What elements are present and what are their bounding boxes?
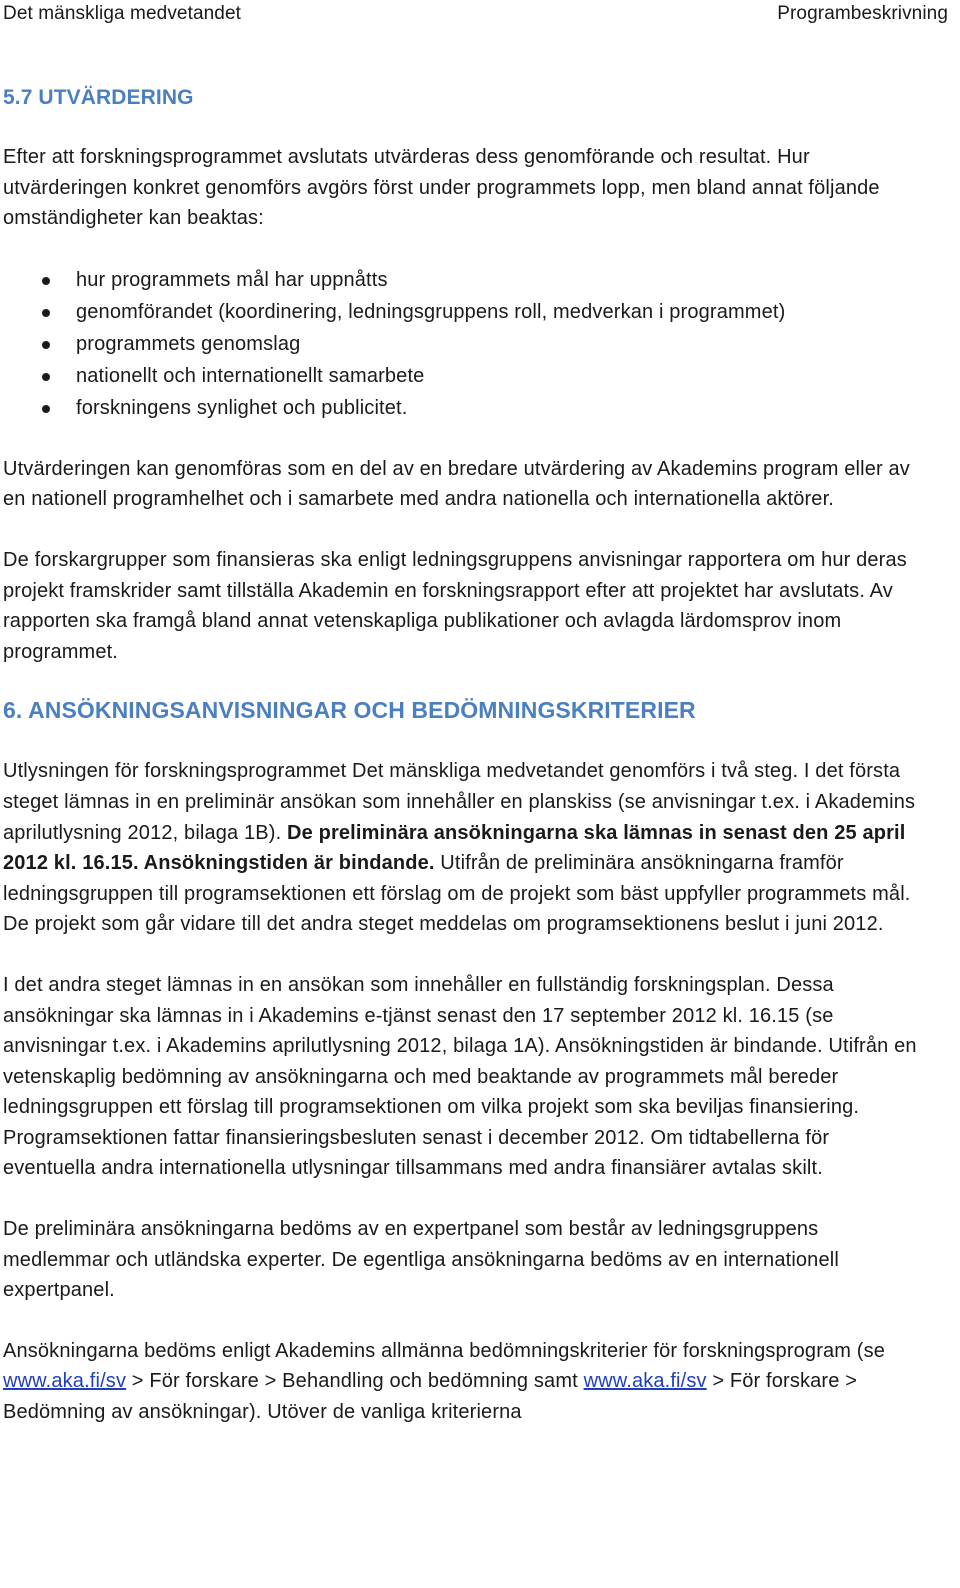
list-item: genomförandet (koordinering, ledningsgruppens roll, medverkan i programmet) [3,296,918,328]
section-heading-application-instructions: 6. ANSÖKNINGSANVISNINGAR OCH BEDÖMNINGSKRITERIER [3,697,696,724]
evaluation-intro-paragraph: Efter att forskningsprogrammet avslutats utvärderas dess genomförande och resultat. Hur utvärderingen konkret genomförs avgörs först under programmets lopp, men bland annat följande omständigheter kan beaktas: [3,146,880,230]
running-header [3,0,948,28]
evaluation-reporting-paragraph: De forskargrupper som finansieras ska enligt ledningsgruppens anvisningar rapportera om hur deras projekt framskrider samt tillställa Akademin en forskningsrapport efter att projektet har avslutats. Av rapporten ska framgå bland annat vetenskapliga publikationer och avlagda lärdomsprov inom programmet. [3,548,907,663]
second-stage-paragraph: I det andra steget lämnas in en ansökan som innehåller en fullständig forskningsplan. Dessa ansökningar ska lämnas in i Akademins e-tjänst senast den 17 september 2012 kl. 16.15 (se anvisningar t.ex. i Akademins aprilutlysning 2012, bilaga 1A). Ansökningstiden är bindande. Utifrån en vetenskaplig bedömning av ansökningarna och med beaktande av programmets mål bereder ledningsgruppen ett förslag till programsektionen om vilka projekt som ska beviljas finansiering. Programsektionen fattar finansieringsbesluten senast i december 2012. Om tidtabellerna för eventuella andra internationella utlysningar tillsammans med andra finansiärer avtalas skilt. [3,973,917,1180]
list-item: hur programmets mål har uppnåtts [3,264,918,296]
list-item: forskningens synlighet och publicitet. [3,392,918,424]
bullet-icon [42,309,50,317]
bullet-icon [42,373,50,381]
aka-fi-link[interactable]: www.aka.fi/sv [583,1370,707,1393]
bullet-icon [42,277,50,285]
application-steps-paragraph: Utlysningen för forskningsprogrammet Det mänskliga medvetandet genomförs i två steg. I det första steget lämnas in en preliminär ansökan som innehåller en planskiss (se anvisningar t.ex. i Akademins aprilutlysning 2012, bilaga 1B). De preliminära ansökningarna ska lämnas in senast den 25 april 2012 kl. 16.15. Ansökningstiden är bindande. Utifrån de preliminära ansökningarna framför ledningsgruppen till programsektionen ett förslag om de projekt som bäst uppfyller programmets mål. De projekt som går vidare till det andra steget meddelas om programsektionens beslut i juni 2012. [3,760,916,936]
expert-panel-paragraph: De preliminära ansökningarna bedöms av en expertpanel som består av ledningsgruppens medlemmar och utländska experter. De egentliga ansökningarna bedöms av en internationell expertpanel. [3,1218,839,1302]
aka-fi-link[interactable]: www.aka.fi/sv [3,1370,127,1393]
assessment-criteria-paragraph: Ansökningarna bedöms enligt Akademins allmänna bedömningskriterier för forskningsprogram (se www.aka.fi/sv > För forskare > Behandling och bedömning samt www.aka.fi/sv > För forskare > Bedömning av ansökningar). Utöver de vanliga kriterierna [3,1339,886,1424]
bullet-icon [42,405,50,413]
document-body [3,86,918,1428]
bullet-icon [42,341,50,349]
list-item: programmets genomslag [3,328,918,360]
deadline-notice: De preliminära ansökningarna ska lämnas in senast den 25 april 2012 kl. 16.15. Ansökningstiden är bindande. [3,821,906,875]
list-item: nationellt och internationellt samarbete [3,360,918,392]
header-program-title: Det mänskliga medvetandet [3,3,242,24]
evaluation-criteria-list [3,264,918,424]
header-doc-type: Programbeskrivning [777,3,948,24]
section-heading-evaluation: 5.7 UTVÄRDERING [3,86,194,109]
evaluation-scope-paragraph: Utvärderingen kan genomföras som en del av en bredare utvärdering av Akademins program eller av en nationell programhelhet och i samarbete med andra nationella och internationella aktörer. [3,457,910,511]
